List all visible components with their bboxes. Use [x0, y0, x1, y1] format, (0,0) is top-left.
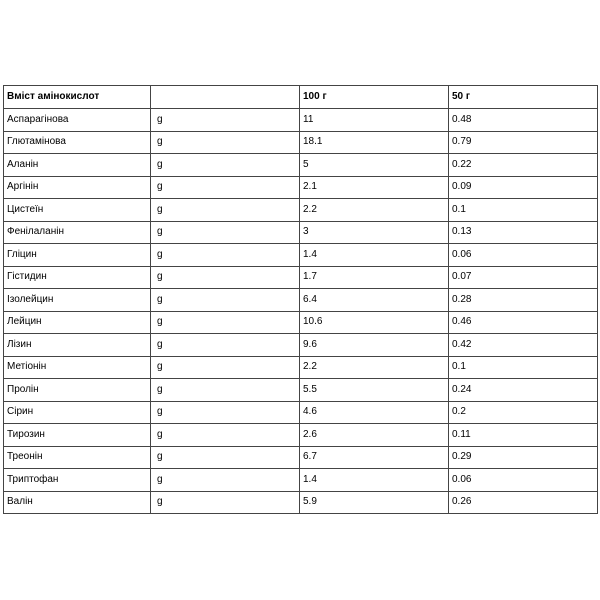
cell-50g: 0.09 [449, 176, 598, 199]
cell-100g: 3 [300, 221, 449, 244]
table-row [4, 199, 598, 222]
cell-unit: g [151, 446, 300, 469]
table-row [4, 289, 598, 312]
cell-50g: 0.28 [449, 289, 598, 312]
table-row [4, 469, 598, 492]
cell-name: Пролін [4, 379, 151, 402]
cell-name: Треонін [4, 446, 151, 469]
cell-unit: g [151, 154, 300, 177]
cell-100g: 1.4 [300, 469, 449, 492]
table-row [4, 266, 598, 289]
table-row [4, 334, 598, 357]
table-row [4, 401, 598, 424]
cell-name: Лізин [4, 334, 151, 357]
cell-name: Лейцин [4, 311, 151, 334]
cell-50g: 0.46 [449, 311, 598, 334]
amino-acid-table-container [3, 85, 597, 514]
cell-name: Глютамінова [4, 131, 151, 154]
cell-name: Аргінін [4, 176, 151, 199]
cell-100g: 6.7 [300, 446, 449, 469]
cell-50g: 0.26 [449, 491, 598, 514]
header-unit [151, 86, 300, 109]
header-name: Вміст амінокислот [4, 86, 151, 109]
cell-100g: 1.4 [300, 244, 449, 267]
cell-name: Ізолейцин [4, 289, 151, 312]
table-row [4, 154, 598, 177]
cell-100g: 5 [300, 154, 449, 177]
cell-name: Аланін [4, 154, 151, 177]
cell-name: Триптофан [4, 469, 151, 492]
cell-50g: 0.42 [449, 334, 598, 357]
cell-unit: g [151, 311, 300, 334]
table-row [4, 131, 598, 154]
cell-unit: g [151, 289, 300, 312]
cell-100g: 2.6 [300, 424, 449, 447]
cell-unit: g [151, 221, 300, 244]
cell-100g: 6.4 [300, 289, 449, 312]
cell-50g: 0.2 [449, 401, 598, 424]
cell-name: Метіонін [4, 356, 151, 379]
cell-unit: g [151, 379, 300, 402]
cell-name: Гліцин [4, 244, 151, 267]
cell-100g: 11 [300, 109, 449, 132]
table-row [4, 221, 598, 244]
cell-50g: 0.22 [449, 154, 598, 177]
cell-100g: 4.6 [300, 401, 449, 424]
table-row [4, 424, 598, 447]
cell-unit: g [151, 334, 300, 357]
cell-50g: 0.48 [449, 109, 598, 132]
cell-100g: 1.7 [300, 266, 449, 289]
cell-unit: g [151, 131, 300, 154]
table-body [4, 109, 598, 514]
table-header [4, 86, 598, 109]
cell-50g: 0.13 [449, 221, 598, 244]
cell-name: Аспарагінова [4, 109, 151, 132]
header-row [4, 86, 598, 109]
cell-unit: g [151, 109, 300, 132]
table-row [4, 491, 598, 514]
cell-unit: g [151, 424, 300, 447]
cell-100g: 18.1 [300, 131, 449, 154]
table-row [4, 311, 598, 334]
cell-50g: 0.07 [449, 266, 598, 289]
cell-name: Фенілаланін [4, 221, 151, 244]
cell-name: Цистеїн [4, 199, 151, 222]
cell-50g: 0.06 [449, 244, 598, 267]
cell-100g: 2.2 [300, 356, 449, 379]
header-50g: 50 г [449, 86, 598, 109]
cell-unit: g [151, 491, 300, 514]
cell-name: Тирозин [4, 424, 151, 447]
table-row [4, 176, 598, 199]
cell-50g: 0.06 [449, 469, 598, 492]
cell-unit: g [151, 356, 300, 379]
cell-name: Валін [4, 491, 151, 514]
cell-name: Гістидин [4, 266, 151, 289]
amino-acid-table [3, 85, 598, 514]
cell-unit: g [151, 401, 300, 424]
cell-50g: 0.29 [449, 446, 598, 469]
cell-100g: 2.2 [300, 199, 449, 222]
cell-100g: 10.6 [300, 311, 449, 334]
cell-unit: g [151, 266, 300, 289]
cell-name: Сірин [4, 401, 151, 424]
cell-100g: 5.5 [300, 379, 449, 402]
cell-unit: g [151, 244, 300, 267]
cell-unit: g [151, 199, 300, 222]
cell-unit: g [151, 469, 300, 492]
cell-50g: 0.79 [449, 131, 598, 154]
cell-unit: g [151, 176, 300, 199]
header-100g: 100 г [300, 86, 449, 109]
table-row [4, 109, 598, 132]
cell-50g: 0.1 [449, 199, 598, 222]
cell-100g: 2.1 [300, 176, 449, 199]
cell-100g: 9.6 [300, 334, 449, 357]
table-row [4, 379, 598, 402]
cell-100g: 5.9 [300, 491, 449, 514]
cell-50g: 0.24 [449, 379, 598, 402]
table-row [4, 244, 598, 267]
cell-50g: 0.1 [449, 356, 598, 379]
cell-50g: 0.11 [449, 424, 598, 447]
table-row [4, 356, 598, 379]
table-row [4, 446, 598, 469]
